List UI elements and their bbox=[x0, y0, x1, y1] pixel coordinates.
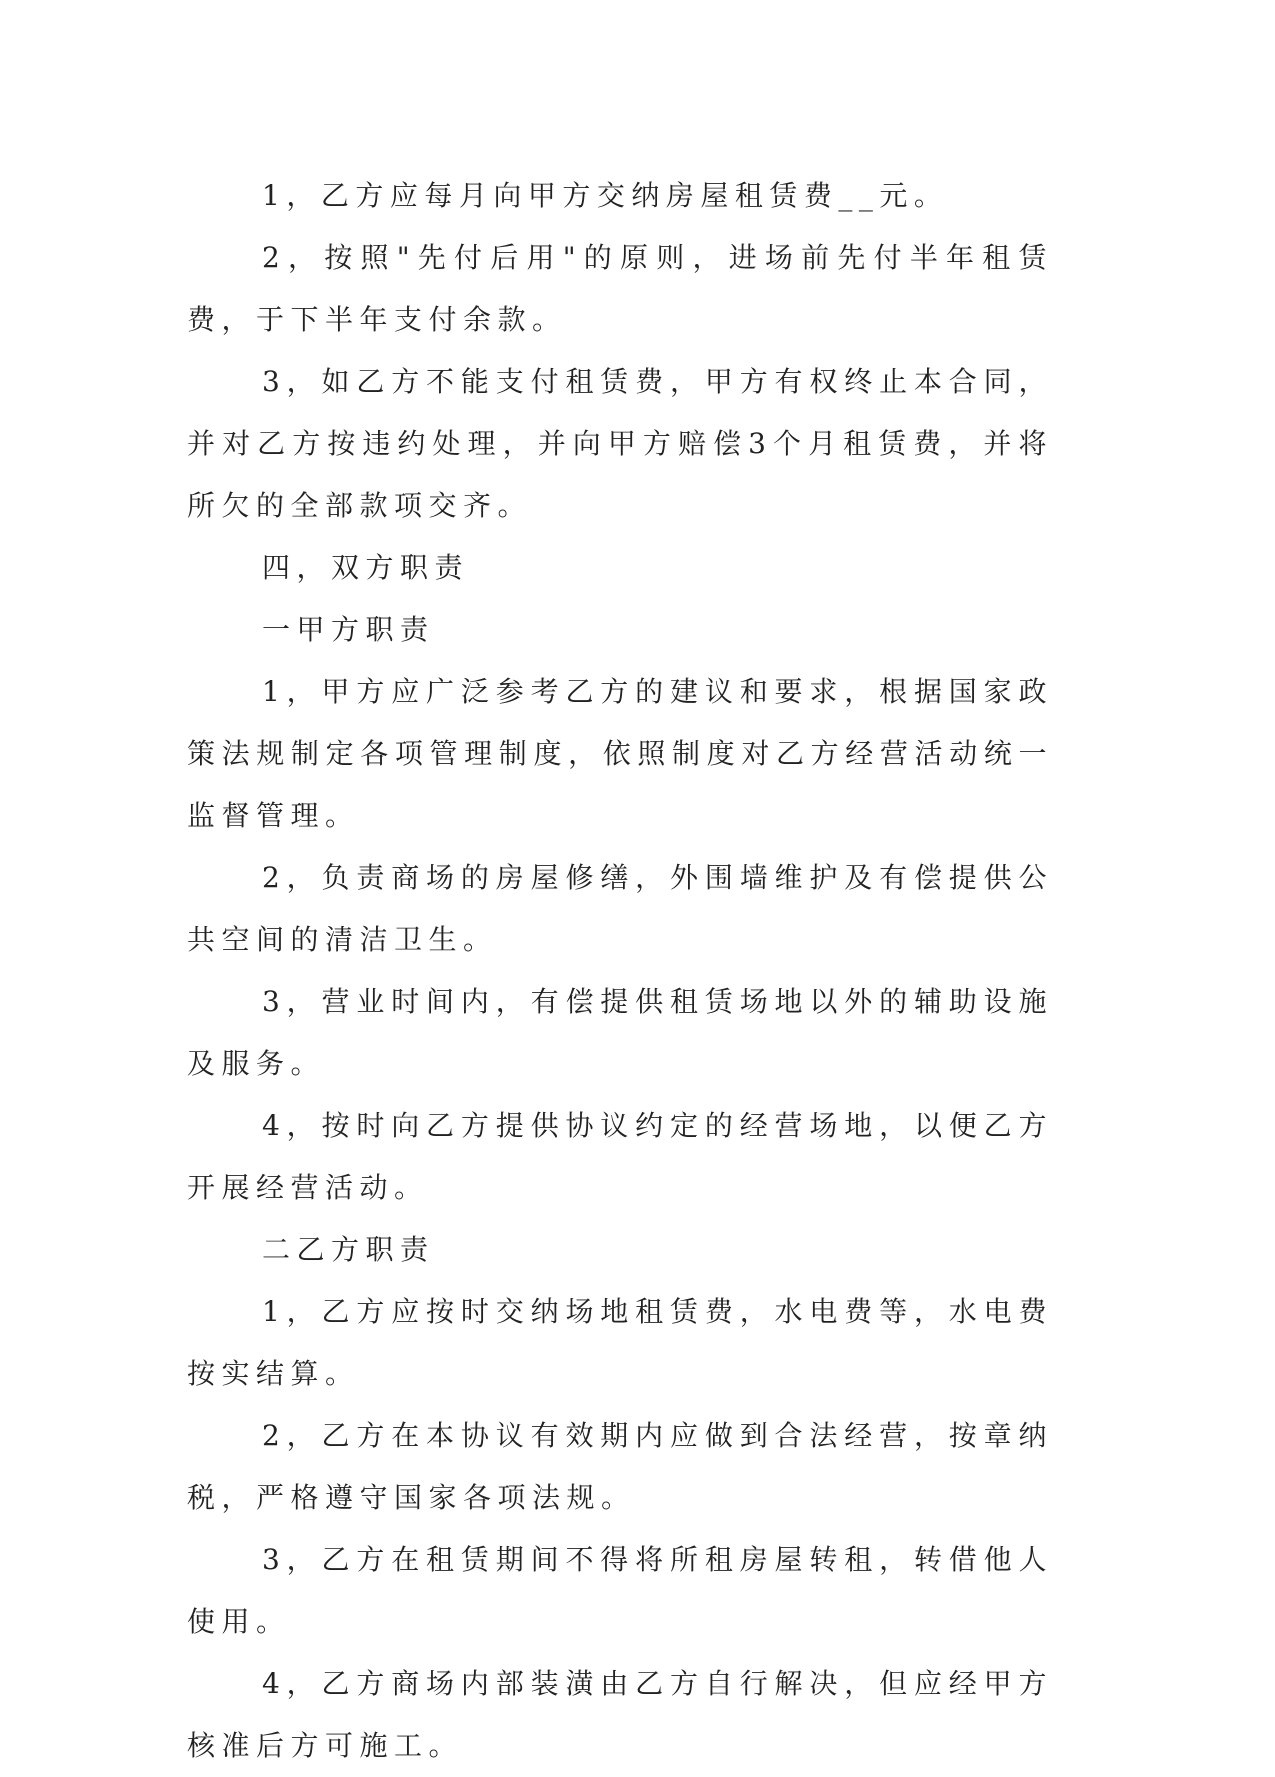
paragraph-rent-monthly: 1，乙方应每月向甲方交纳房屋租赁费__元。 bbox=[262, 179, 949, 212]
paragraph-party-a-2: 2，负责商场的房屋修缮，外围墙维护及有偿提供公共空间的清洁卫生。 bbox=[187, 861, 1053, 956]
subsection-heading-party-b: 二乙方职责 bbox=[262, 1233, 435, 1266]
paragraph-payment-principle: 2，按照"先付后用"的原则，进场前先付半年租赁费，于下半年支付余款。 bbox=[187, 241, 1053, 336]
paragraph-party-a-3: 3，营业时间内，有偿提供租赁场地以外的辅助设施及服务。 bbox=[187, 985, 1053, 1080]
paragraph-party-b-1: 1，乙方应按时交纳场地租赁费，水电费等，水电费按实结算。 bbox=[187, 1295, 1053, 1390]
paragraph-party-b-4: 4，乙方商场内部装潢由乙方自行解决，但应经甲方核准后方可施工。 bbox=[187, 1667, 1053, 1762]
subsection-heading-party-a: 一甲方职责 bbox=[262, 613, 435, 646]
paragraph-default-penalty: 3，如乙方不能支付租赁费，甲方有权终止本合同，并对乙方按违约处理，并向甲方赔偿3个月租赁费，并将所欠的全部款项交齐。 bbox=[187, 365, 1053, 522]
section-heading-duties: 四，双方职责 bbox=[262, 551, 470, 584]
paragraph-party-a-4: 4，按时向乙方提供协议约定的经营场地，以便乙方开展经营活动。 bbox=[187, 1109, 1053, 1204]
paragraph-party-b-3: 3，乙方在租赁期间不得将所租房屋转租，转借他人使用。 bbox=[187, 1543, 1053, 1638]
paragraph-party-b-2: 2，乙方在本协议有效期内应做到合法经营，按章纳税，严格遵守国家各项法规。 bbox=[187, 1419, 1053, 1514]
document-body bbox=[187, 165, 1053, 1777]
paragraph-party-a-1: 1，甲方应广泛参考乙方的建议和要求，根据国家政策法规制定各项管理制度，依照制度对乙方经营活动统一监督管理。 bbox=[187, 675, 1053, 832]
